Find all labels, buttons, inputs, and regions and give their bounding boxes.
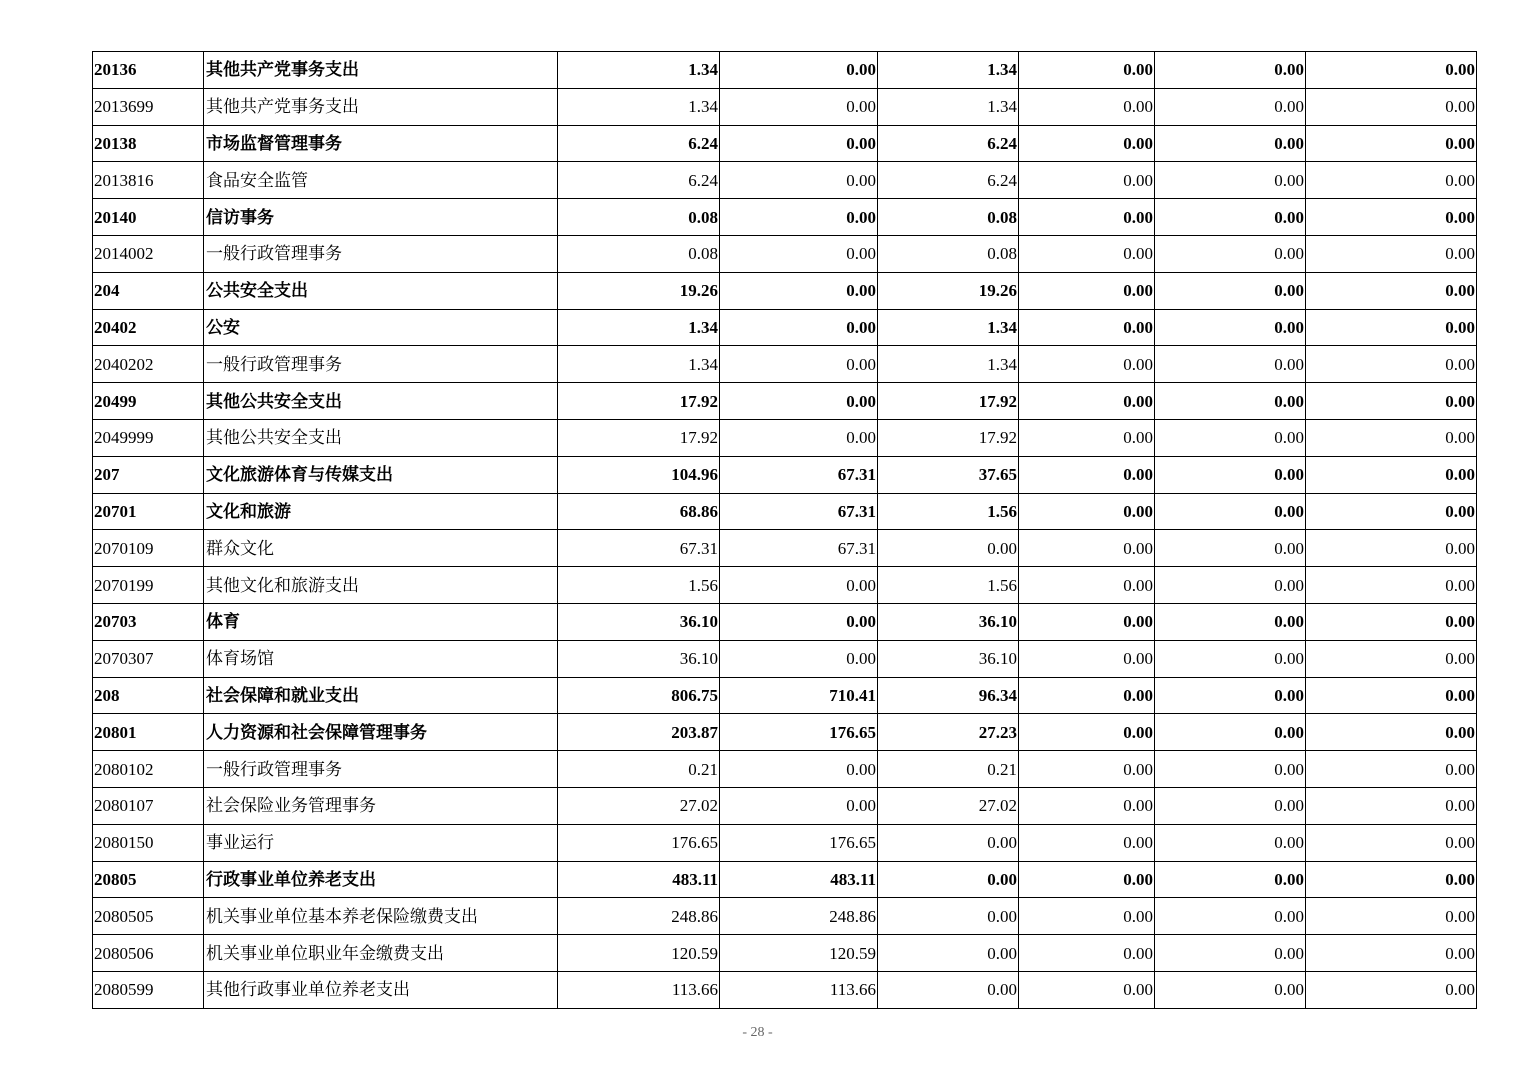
classification-code-cell: 2080599 [93, 971, 204, 1008]
item-name-cell: 其他共产党事务支出 [204, 52, 558, 89]
column-4-cell: 0.00 [1019, 824, 1155, 861]
table-row [93, 751, 1477, 788]
basic-expenditure-cell: 483.11 [720, 861, 878, 898]
column-6-cell: 0.00 [1306, 383, 1477, 420]
classification-code-cell: 208 [93, 677, 204, 714]
basic-expenditure-cell: 0.00 [720, 272, 878, 309]
column-5-cell: 0.00 [1155, 567, 1306, 604]
column-5-cell: 0.00 [1155, 456, 1306, 493]
project-expenditure-cell: 36.10 [878, 603, 1019, 640]
table-row [93, 714, 1477, 751]
total-cell: 1.34 [558, 346, 720, 383]
basic-expenditure-cell: 120.59 [720, 935, 878, 972]
total-cell: 0.08 [558, 235, 720, 272]
column-6-cell: 0.00 [1306, 199, 1477, 236]
column-4-cell: 0.00 [1019, 751, 1155, 788]
project-expenditure-cell: 0.00 [878, 971, 1019, 1008]
project-expenditure-cell: 0.08 [878, 199, 1019, 236]
table-row [93, 935, 1477, 972]
column-6-cell: 0.00 [1306, 272, 1477, 309]
total-cell: 113.66 [558, 971, 720, 1008]
basic-expenditure-cell: 113.66 [720, 971, 878, 1008]
column-5-cell: 0.00 [1155, 309, 1306, 346]
project-expenditure-cell: 0.21 [878, 751, 1019, 788]
column-4-cell: 0.00 [1019, 52, 1155, 89]
total-cell: 483.11 [558, 861, 720, 898]
column-6-cell: 0.00 [1306, 603, 1477, 640]
column-6-cell: 0.00 [1306, 898, 1477, 935]
classification-code-cell: 20701 [93, 493, 204, 530]
column-5-cell: 0.00 [1155, 898, 1306, 935]
project-expenditure-cell: 6.24 [878, 125, 1019, 162]
table-row [93, 383, 1477, 420]
project-expenditure-cell: 0.08 [878, 235, 1019, 272]
column-5-cell: 0.00 [1155, 714, 1306, 751]
column-4-cell: 0.00 [1019, 88, 1155, 125]
total-cell: 6.24 [558, 162, 720, 199]
column-6-cell: 0.00 [1306, 530, 1477, 567]
total-cell: 36.10 [558, 603, 720, 640]
table-row [93, 125, 1477, 162]
project-expenditure-cell: 17.92 [878, 383, 1019, 420]
classification-code-cell: 2070307 [93, 640, 204, 677]
classification-code-cell: 204 [93, 272, 204, 309]
table-row [93, 567, 1477, 604]
basic-expenditure-cell: 0.00 [720, 346, 878, 383]
basic-expenditure-cell: 0.00 [720, 383, 878, 420]
item-name-cell: 其他行政事业单位养老支出 [204, 971, 558, 1008]
total-cell: 17.92 [558, 419, 720, 456]
item-name-cell: 其他文化和旅游支出 [204, 567, 558, 604]
classification-code-cell: 20801 [93, 714, 204, 751]
basic-expenditure-cell: 0.00 [720, 162, 878, 199]
classification-code-cell: 207 [93, 456, 204, 493]
classification-code-cell: 2013699 [93, 88, 204, 125]
project-expenditure-cell: 0.00 [878, 824, 1019, 861]
item-name-cell: 社会保障和就业支出 [204, 677, 558, 714]
total-cell: 6.24 [558, 125, 720, 162]
column-5-cell: 0.00 [1155, 677, 1306, 714]
project-expenditure-cell: 27.23 [878, 714, 1019, 751]
table-row [93, 971, 1477, 1008]
column-6-cell: 0.00 [1306, 125, 1477, 162]
column-4-cell: 0.00 [1019, 898, 1155, 935]
item-name-cell: 公共安全支出 [204, 272, 558, 309]
classification-code-cell: 2080107 [93, 787, 204, 824]
basic-expenditure-cell: 67.31 [720, 493, 878, 530]
item-name-cell: 人力资源和社会保障管理事务 [204, 714, 558, 751]
column-5-cell: 0.00 [1155, 52, 1306, 89]
classification-code-cell: 20703 [93, 603, 204, 640]
project-expenditure-cell: 1.56 [878, 493, 1019, 530]
column-4-cell: 0.00 [1019, 346, 1155, 383]
basic-expenditure-cell: 248.86 [720, 898, 878, 935]
item-name-cell: 市场监督管理事务 [204, 125, 558, 162]
basic-expenditure-cell: 0.00 [720, 567, 878, 604]
basic-expenditure-cell: 0.00 [720, 603, 878, 640]
classification-code-cell: 2080506 [93, 935, 204, 972]
project-expenditure-cell: 27.02 [878, 787, 1019, 824]
column-5-cell: 0.00 [1155, 383, 1306, 420]
total-cell: 104.96 [558, 456, 720, 493]
total-cell: 806.75 [558, 677, 720, 714]
total-cell: 17.92 [558, 383, 720, 420]
total-cell: 120.59 [558, 935, 720, 972]
classification-code-cell: 2013816 [93, 162, 204, 199]
column-6-cell: 0.00 [1306, 677, 1477, 714]
basic-expenditure-cell: 0.00 [720, 125, 878, 162]
item-name-cell: 机关事业单位职业年金缴费支出 [204, 935, 558, 972]
column-6-cell: 0.00 [1306, 861, 1477, 898]
basic-expenditure-cell: 67.31 [720, 530, 878, 567]
column-6-cell: 0.00 [1306, 346, 1477, 383]
total-cell: 36.10 [558, 640, 720, 677]
item-name-cell: 机关事业单位基本养老保险缴费支出 [204, 898, 558, 935]
table-row [93, 88, 1477, 125]
column-6-cell: 0.00 [1306, 235, 1477, 272]
column-5-cell: 0.00 [1155, 861, 1306, 898]
column-4-cell: 0.00 [1019, 530, 1155, 567]
column-4-cell: 0.00 [1019, 383, 1155, 420]
column-5-cell: 0.00 [1155, 162, 1306, 199]
column-5-cell: 0.00 [1155, 125, 1306, 162]
table-row [93, 235, 1477, 272]
column-4-cell: 0.00 [1019, 567, 1155, 604]
column-4-cell: 0.00 [1019, 714, 1155, 751]
total-cell: 67.31 [558, 530, 720, 567]
column-4-cell: 0.00 [1019, 935, 1155, 972]
total-cell: 176.65 [558, 824, 720, 861]
table-row [93, 419, 1477, 456]
project-expenditure-cell: 37.65 [878, 456, 1019, 493]
classification-code-cell: 20499 [93, 383, 204, 420]
project-expenditure-cell: 1.56 [878, 567, 1019, 604]
project-expenditure-cell: 96.34 [878, 677, 1019, 714]
total-cell: 1.56 [558, 567, 720, 604]
classification-code-cell: 2070109 [93, 530, 204, 567]
column-5-cell: 0.00 [1155, 935, 1306, 972]
classification-code-cell: 20136 [93, 52, 204, 89]
item-name-cell: 群众文化 [204, 530, 558, 567]
total-cell: 203.87 [558, 714, 720, 751]
table-row [93, 52, 1477, 89]
column-5-cell: 0.00 [1155, 199, 1306, 236]
table-row [93, 162, 1477, 199]
column-4-cell: 0.00 [1019, 493, 1155, 530]
project-expenditure-cell: 0.00 [878, 530, 1019, 567]
project-expenditure-cell: 19.26 [878, 272, 1019, 309]
classification-code-cell: 20805 [93, 861, 204, 898]
column-4-cell: 0.00 [1019, 125, 1155, 162]
basic-expenditure-cell: 0.00 [720, 88, 878, 125]
basic-expenditure-cell: 0.00 [720, 235, 878, 272]
basic-expenditure-cell: 176.65 [720, 824, 878, 861]
column-5-cell: 0.00 [1155, 419, 1306, 456]
total-cell: 27.02 [558, 787, 720, 824]
column-5-cell: 0.00 [1155, 493, 1306, 530]
column-6-cell: 0.00 [1306, 751, 1477, 788]
basic-expenditure-cell: 0.00 [720, 640, 878, 677]
column-6-cell: 0.00 [1306, 971, 1477, 1008]
basic-expenditure-cell: 710.41 [720, 677, 878, 714]
column-4-cell: 0.00 [1019, 640, 1155, 677]
project-expenditure-cell: 17.92 [878, 419, 1019, 456]
basic-expenditure-cell: 0.00 [720, 309, 878, 346]
column-6-cell: 0.00 [1306, 935, 1477, 972]
column-5-cell: 0.00 [1155, 751, 1306, 788]
page-number: - 28 - [742, 1025, 773, 1040]
column-5-cell: 0.00 [1155, 272, 1306, 309]
column-4-cell: 0.00 [1019, 199, 1155, 236]
item-name-cell: 其他公共安全支出 [204, 419, 558, 456]
item-name-cell: 社会保险业务管理事务 [204, 787, 558, 824]
item-name-cell: 体育场馆 [204, 640, 558, 677]
classification-code-cell: 2080505 [93, 898, 204, 935]
column-6-cell: 0.00 [1306, 824, 1477, 861]
item-name-cell: 一般行政管理事务 [204, 346, 558, 383]
project-expenditure-cell: 1.34 [878, 52, 1019, 89]
project-expenditure-cell: 6.24 [878, 162, 1019, 199]
item-name-cell: 体育 [204, 603, 558, 640]
column-5-cell: 0.00 [1155, 640, 1306, 677]
classification-code-cell: 20138 [93, 125, 204, 162]
total-cell: 248.86 [558, 898, 720, 935]
table-row [93, 824, 1477, 861]
budget-table [92, 51, 1477, 1009]
column-4-cell: 0.00 [1019, 861, 1155, 898]
table-row [93, 456, 1477, 493]
total-cell: 68.86 [558, 493, 720, 530]
project-expenditure-cell: 1.34 [878, 88, 1019, 125]
column-6-cell: 0.00 [1306, 456, 1477, 493]
table-row [93, 640, 1477, 677]
column-6-cell: 0.00 [1306, 52, 1477, 89]
classification-code-cell: 2070199 [93, 567, 204, 604]
column-4-cell: 0.00 [1019, 419, 1155, 456]
basic-expenditure-cell: 0.00 [720, 787, 878, 824]
classification-code-cell: 2040202 [93, 346, 204, 383]
budget-table-body [93, 52, 1477, 1009]
item-name-cell: 食品安全监管 [204, 162, 558, 199]
basic-expenditure-cell: 67.31 [720, 456, 878, 493]
classification-code-cell: 20140 [93, 199, 204, 236]
project-expenditure-cell: 0.00 [878, 935, 1019, 972]
project-expenditure-cell: 0.00 [878, 861, 1019, 898]
classification-code-cell: 2049999 [93, 419, 204, 456]
column-4-cell: 0.00 [1019, 787, 1155, 824]
project-expenditure-cell: 36.10 [878, 640, 1019, 677]
column-4-cell: 0.00 [1019, 272, 1155, 309]
column-6-cell: 0.00 [1306, 309, 1477, 346]
column-4-cell: 0.00 [1019, 309, 1155, 346]
item-name-cell: 事业运行 [204, 824, 558, 861]
classification-code-cell: 20402 [93, 309, 204, 346]
table-row [93, 677, 1477, 714]
table-row [93, 603, 1477, 640]
basic-expenditure-cell: 0.00 [720, 52, 878, 89]
total-cell: 0.21 [558, 751, 720, 788]
column-6-cell: 0.00 [1306, 419, 1477, 456]
item-name-cell: 行政事业单位养老支出 [204, 861, 558, 898]
total-cell: 1.34 [558, 309, 720, 346]
column-6-cell: 0.00 [1306, 493, 1477, 530]
table-row [93, 346, 1477, 383]
classification-code-cell: 2080150 [93, 824, 204, 861]
basic-expenditure-cell: 0.00 [720, 751, 878, 788]
item-name-cell: 其他公共安全支出 [204, 383, 558, 420]
project-expenditure-cell: 1.34 [878, 346, 1019, 383]
column-5-cell: 0.00 [1155, 787, 1306, 824]
table-row [93, 530, 1477, 567]
total-cell: 0.08 [558, 199, 720, 236]
table-row [93, 898, 1477, 935]
item-name-cell: 其他共产党事务支出 [204, 88, 558, 125]
column-4-cell: 0.00 [1019, 603, 1155, 640]
column-6-cell: 0.00 [1306, 640, 1477, 677]
column-4-cell: 0.00 [1019, 456, 1155, 493]
classification-code-cell: 2080102 [93, 751, 204, 788]
table-row [93, 309, 1477, 346]
column-5-cell: 0.00 [1155, 824, 1306, 861]
item-name-cell: 公安 [204, 309, 558, 346]
table-row [93, 493, 1477, 530]
item-name-cell: 文化和旅游 [204, 493, 558, 530]
total-cell: 1.34 [558, 52, 720, 89]
item-name-cell: 信访事务 [204, 199, 558, 236]
column-4-cell: 0.00 [1019, 162, 1155, 199]
column-6-cell: 0.00 [1306, 787, 1477, 824]
column-5-cell: 0.00 [1155, 88, 1306, 125]
column-4-cell: 0.00 [1019, 971, 1155, 1008]
column-5-cell: 0.00 [1155, 235, 1306, 272]
classification-code-cell: 2014002 [93, 235, 204, 272]
table-row [93, 272, 1477, 309]
project-expenditure-cell: 0.00 [878, 898, 1019, 935]
project-expenditure-cell: 1.34 [878, 309, 1019, 346]
column-5-cell: 0.00 [1155, 530, 1306, 567]
basic-expenditure-cell: 0.00 [720, 419, 878, 456]
table-row [93, 861, 1477, 898]
total-cell: 1.34 [558, 88, 720, 125]
table-row [93, 199, 1477, 236]
column-5-cell: 0.00 [1155, 971, 1306, 1008]
basic-expenditure-cell: 176.65 [720, 714, 878, 751]
item-name-cell: 一般行政管理事务 [204, 751, 558, 788]
column-6-cell: 0.00 [1306, 88, 1477, 125]
column-6-cell: 0.00 [1306, 162, 1477, 199]
item-name-cell: 文化旅游体育与传媒支出 [204, 456, 558, 493]
column-6-cell: 0.00 [1306, 714, 1477, 751]
column-4-cell: 0.00 [1019, 677, 1155, 714]
column-4-cell: 0.00 [1019, 235, 1155, 272]
total-cell: 19.26 [558, 272, 720, 309]
table-row [93, 787, 1477, 824]
basic-expenditure-cell: 0.00 [720, 199, 878, 236]
column-5-cell: 0.00 [1155, 346, 1306, 383]
item-name-cell: 一般行政管理事务 [204, 235, 558, 272]
column-5-cell: 0.00 [1155, 603, 1306, 640]
column-6-cell: 0.00 [1306, 567, 1477, 604]
